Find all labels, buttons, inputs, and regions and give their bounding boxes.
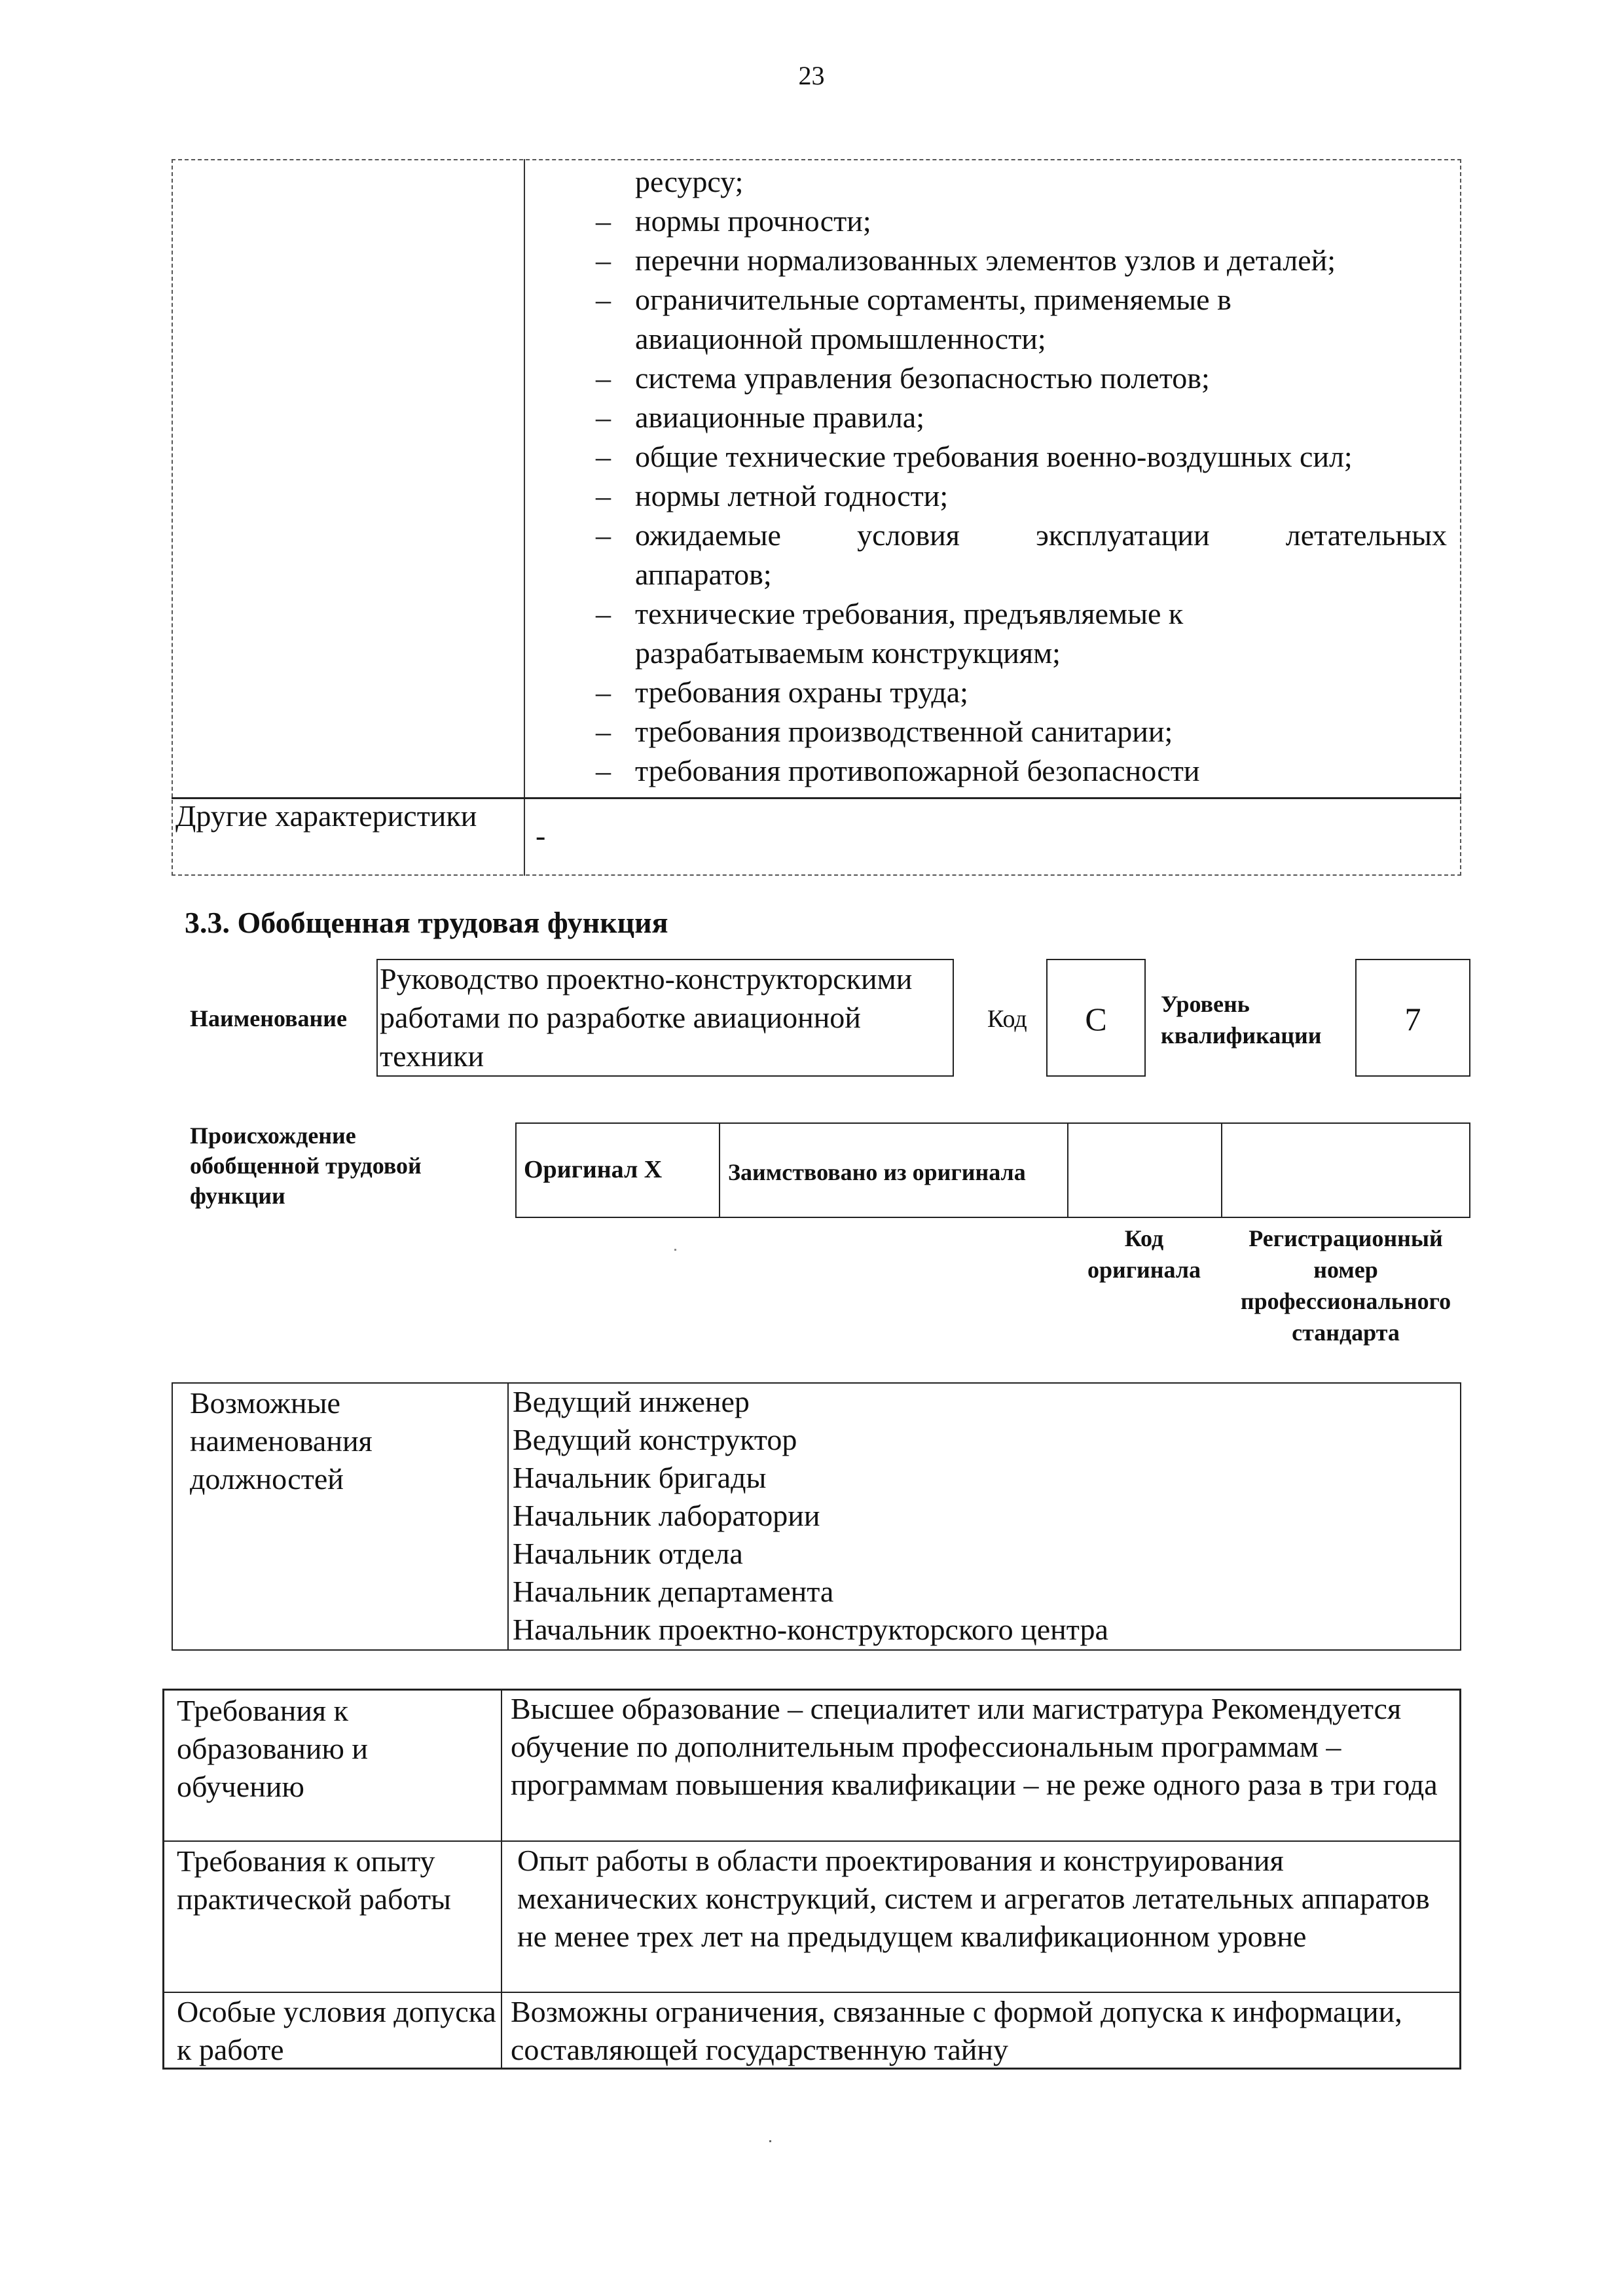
norm-list-item (596, 673, 1447, 712)
dash-marker: – (596, 283, 611, 316)
norm-line: нормы летной годности; (635, 479, 949, 512)
dash-marker: – (596, 401, 611, 434)
norm-line: требования противопожарной безопасности (635, 754, 1200, 787)
norm-list-item (596, 712, 1447, 751)
origin-borrowed-label: Заимствовано из оригинала (728, 1159, 1026, 1185)
norm-line: требования охраны труда; (635, 675, 968, 709)
norm-line: разрабатываемым конструкциям; (635, 636, 1061, 670)
norm-list-item (596, 162, 1447, 202)
norm-list-item (596, 594, 1447, 673)
norm-line: авиационные правила; (635, 401, 924, 434)
dash-marker: – (596, 715, 611, 748)
norm-list-item (596, 280, 1447, 359)
position-item: Начальник бригады (513, 1461, 767, 1494)
code-value: C (1085, 1001, 1107, 1037)
dash-marker: – (596, 440, 611, 473)
scan-speck (674, 1249, 676, 1251)
norm-line: нормы прочности; (635, 204, 871, 238)
dash-marker: – (596, 675, 611, 709)
table-divider (501, 1689, 502, 2070)
position-item: Начальник отдела (513, 1537, 743, 1570)
dash-marker: – (596, 243, 611, 277)
origin-original-mark: Оригинал Х (524, 1156, 663, 1183)
norm-line: ресурсу; (635, 165, 744, 198)
table-divider (507, 1382, 509, 1651)
table-divider (719, 1122, 720, 1218)
positions-list (513, 1383, 1108, 1649)
norm-line (635, 516, 1447, 555)
position-item: Начальник лаборатории (513, 1499, 820, 1532)
dash-marker: – (596, 204, 611, 238)
experience-requirements-value: Опыт работы в области проектирования и конструирования механических конструкций, систем и агрегатов летательных аппаратов не менее трех лет на предыдущем квалификационном уровне (517, 1844, 1430, 1953)
norm-list-item (596, 516, 1447, 594)
norm-list-item (596, 476, 1447, 516)
position-item: Начальник департамента (513, 1575, 834, 1608)
section-title: 3.3. Обобщенная трудовая функция (185, 906, 668, 939)
qualification-level-label: Уровень квалификации (1161, 991, 1322, 1049)
admission-conditions-value: Возможны ограничения, связанные с формой допуска к информации, составляющей государственную тайну (511, 1995, 1402, 2066)
norm-list-item (596, 398, 1447, 437)
code-label: Код (987, 1005, 1027, 1033)
naming-value: Руководство проектно-конструкторскими работами по разработке авиационной техники (380, 962, 913, 1073)
norm-line: аппаратов; (635, 558, 772, 591)
norm-list-item (596, 751, 1447, 791)
norm-line: общие технические требования военно-воздушных сил; (635, 440, 1353, 473)
table-divider (1221, 1122, 1222, 1218)
other-characteristics-label: Другие характеристики (175, 799, 477, 833)
page-number: 23 (798, 61, 825, 90)
positions-label: Возможные наименования должностей (190, 1386, 373, 1496)
position-item: Ведущий конструктор (513, 1423, 797, 1456)
norms-list (596, 162, 1447, 791)
position-item: Начальник проектно-конструкторского центра (513, 1613, 1108, 1646)
norm-list-item (596, 202, 1447, 241)
table-divider (524, 159, 525, 876)
norm-list-item (596, 359, 1447, 398)
education-requirements-label: Требования к образованию и обучению (177, 1694, 368, 1803)
scan-speck (769, 2140, 771, 2142)
norm-line: ограничительные сортаменты, применяемые в (635, 283, 1231, 316)
table-divider (1067, 1122, 1068, 1218)
norm-word: летательных (1285, 518, 1447, 552)
other-characteristics-value: - (536, 819, 546, 852)
origin-label: Происхождение обобщенной трудовой функции (190, 1122, 422, 1209)
dash-marker: – (596, 479, 611, 512)
dash-marker: – (596, 361, 611, 395)
norm-line: требования производственной санитарии; (635, 715, 1173, 748)
norm-list-item (596, 241, 1447, 280)
norm-word: эксплуатации (1036, 518, 1210, 552)
qualification-level-value: 7 (1404, 1001, 1421, 1037)
dash-marker: – (596, 754, 611, 787)
admission-conditions-label: Особые условия допуска к работе (177, 1995, 496, 2066)
norm-line: технические требования, предъявляемые к (635, 597, 1184, 630)
dash-marker: – (596, 597, 611, 630)
norm-line: авиационной промышленности; (635, 322, 1046, 355)
naming-label: Наименование (190, 1005, 347, 1031)
norm-word: условия (857, 518, 960, 552)
education-requirements-value: Высшее образование – специалитет или магистратура Рекомендуется обучение по дополнительным профессиональным программам – программам повышения квалификации – не реже одного раза в три года (511, 1692, 1438, 1801)
norm-list-item (596, 437, 1447, 476)
norm-line: система управления безопасностью полетов; (635, 361, 1210, 395)
norm-line: перечни нормализованных элементов узлов и деталей; (635, 243, 1336, 277)
position-item: Ведущий инженер (513, 1385, 750, 1418)
code-original-caption: Код оригинала (1087, 1225, 1201, 1283)
experience-requirements-label: Требования к опыту практической работы (177, 1844, 451, 1916)
dash-marker: – (596, 518, 611, 552)
registration-number-caption: Регистрационный номер профессионального стандарта (1240, 1225, 1451, 1346)
norm-word: ожидаемые (635, 518, 781, 552)
